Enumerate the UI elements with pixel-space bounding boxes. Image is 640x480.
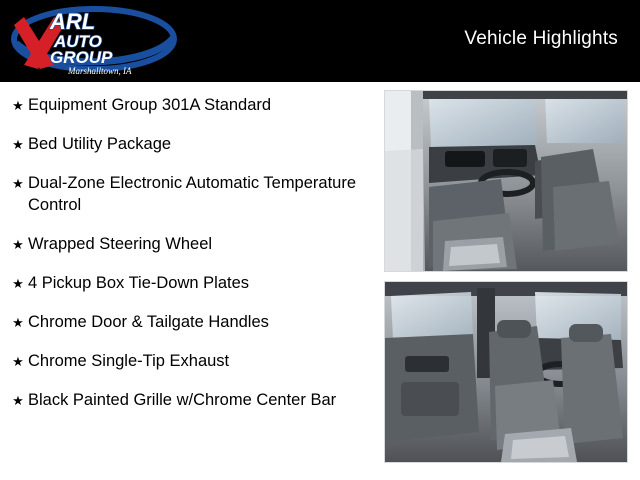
page-title: Vehicle Highlights: [464, 28, 618, 49]
list-item: [8, 272, 378, 294]
vehicle-photo-gallery: [384, 90, 628, 472]
star-icon: ★: [12, 315, 24, 330]
list-item: [8, 94, 378, 116]
svg-text:Marshalltown, IA: Marshalltown, IA: [68, 66, 132, 76]
star-icon: ★: [12, 98, 24, 113]
list-item-label: 4 Pickup Box Tie-Down Plates: [28, 274, 250, 292]
vehicle-highlights-list: [8, 94, 378, 428]
star-icon: ★: [12, 393, 24, 408]
star-icon: ★: [12, 176, 24, 191]
svg-text:ARL: ARL: [50, 9, 96, 34]
svg-text:AUTO: AUTO: [54, 32, 102, 51]
list-item-label: Chrome Single-Tip Exhaust: [28, 352, 230, 370]
list-item: [8, 233, 378, 255]
list-item-label: Black Painted Grille w/Chrome Center Bar: [28, 391, 337, 409]
list-item-label: Equipment Group 301A Standard: [28, 96, 272, 114]
star-icon: ★: [12, 354, 24, 369]
vehicle-interior-photo-side-view[interactable]: [384, 281, 628, 463]
list-item-label: Dual-Zone Electronic Automatic Temperature Control: [28, 174, 357, 214]
star-icon: ★: [12, 137, 24, 152]
list-item: [8, 311, 378, 333]
vehicle-interior-photo-front-seats[interactable]: [384, 90, 628, 272]
dealer-logo: [10, 3, 178, 79]
list-item-label: Chrome Door & Tailgate Handles: [28, 313, 269, 331]
list-item-label: Bed Utility Package: [28, 135, 172, 153]
star-icon: ★: [12, 276, 24, 291]
list-item: [8, 172, 378, 216]
page-header: [0, 0, 640, 82]
list-item: [8, 389, 378, 411]
star-icon: ★: [12, 237, 24, 252]
page-content: [0, 82, 640, 480]
list-item: [8, 133, 378, 155]
svg-text:GROUP: GROUP: [50, 48, 113, 67]
list-item: [8, 350, 378, 372]
list-item-label: Wrapped Steering Wheel: [28, 235, 213, 253]
